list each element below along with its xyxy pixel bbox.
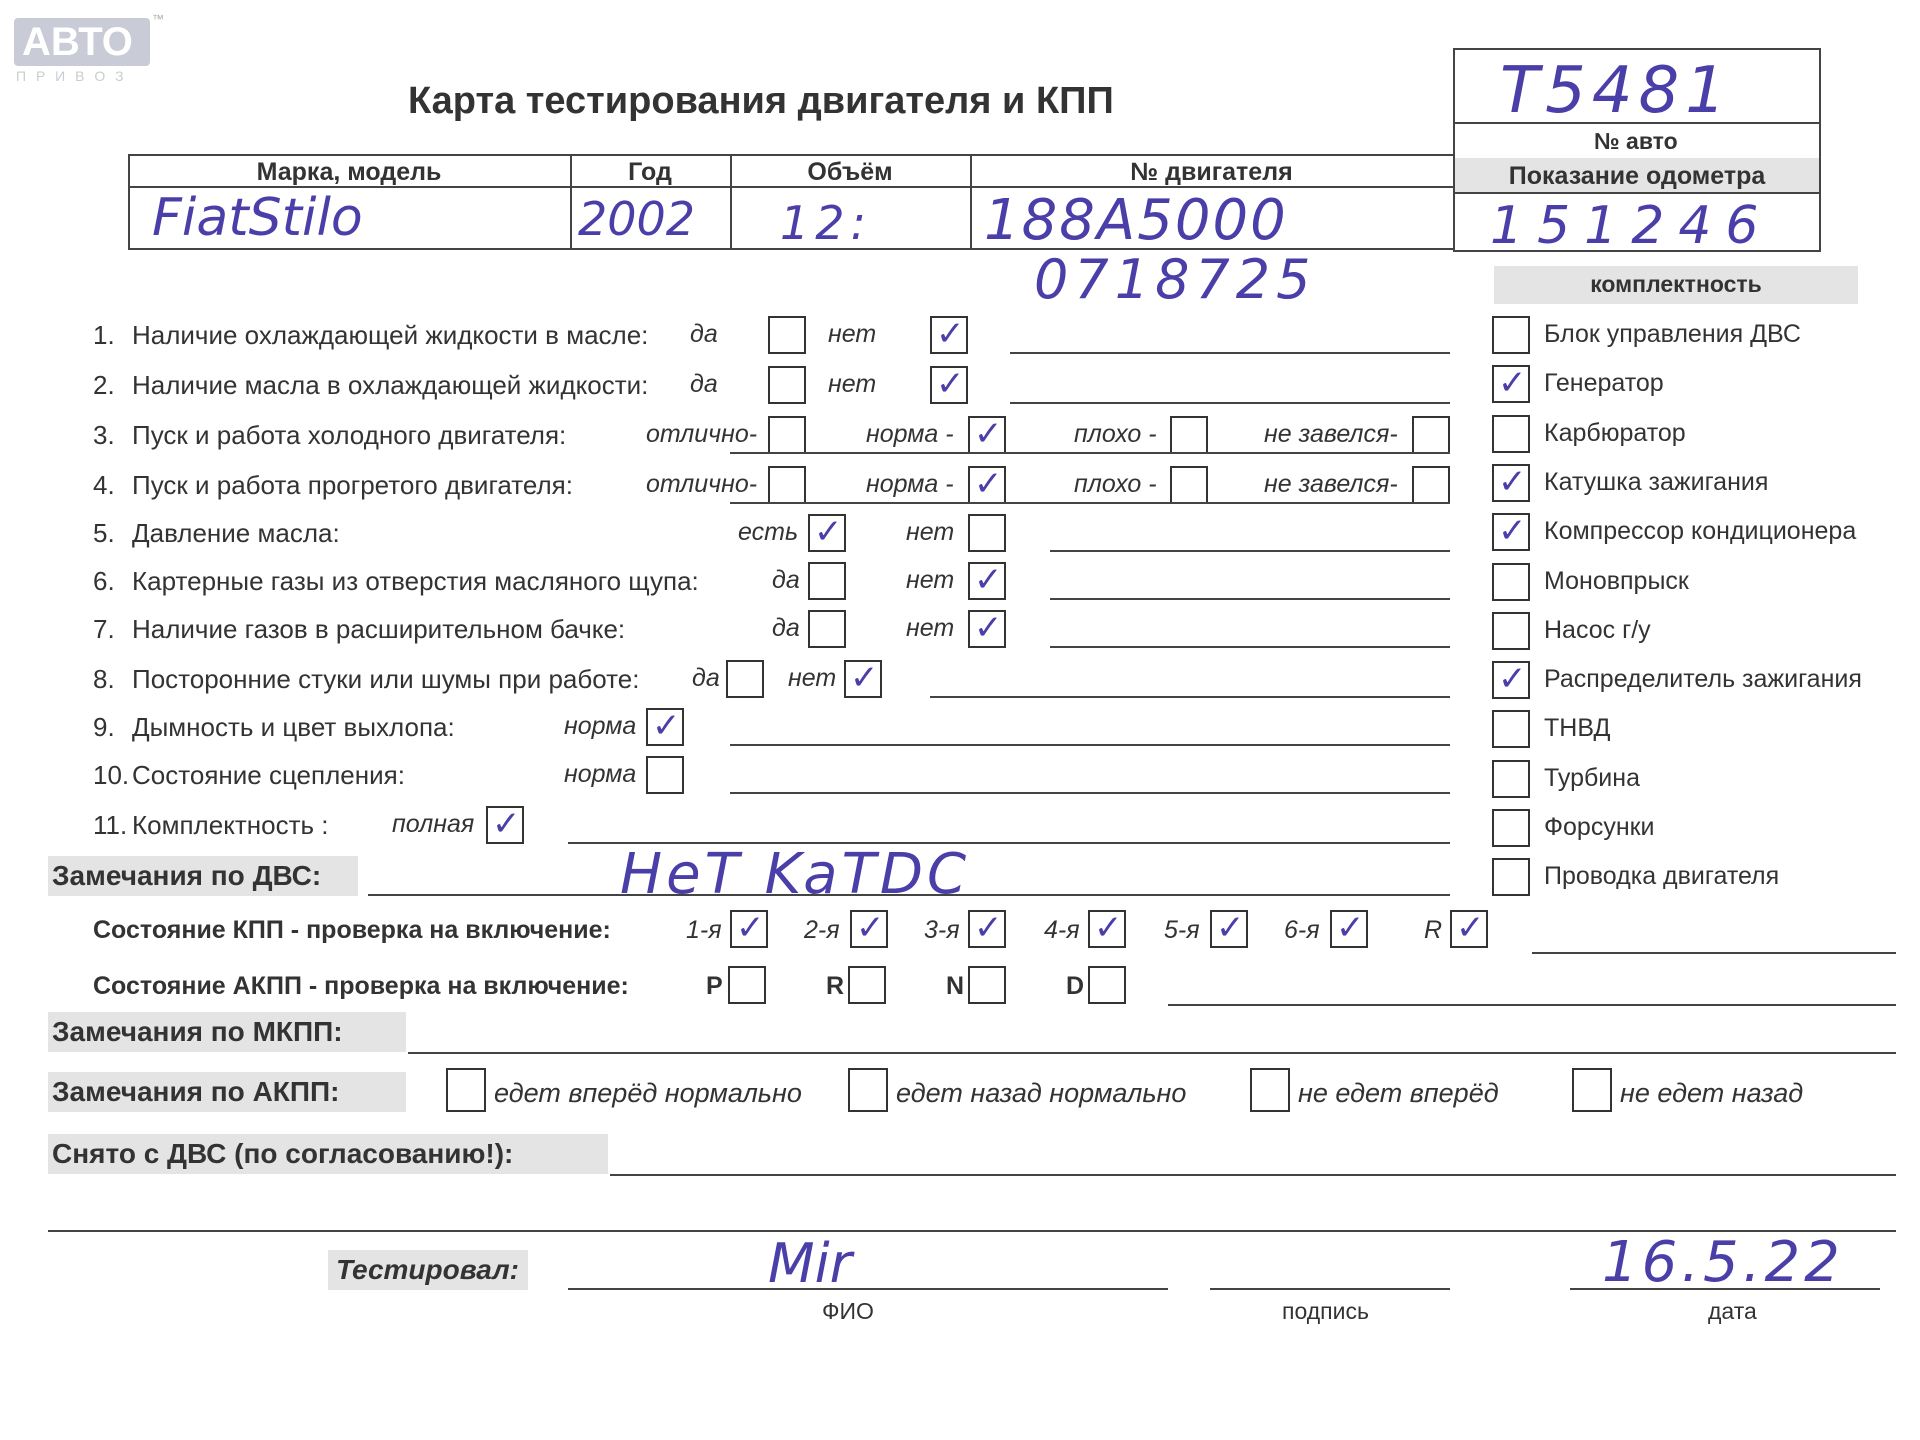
auto-gear-label: N	[946, 972, 965, 1000]
check-option-checkbox[interactable]	[646, 756, 684, 794]
check-note-line	[730, 502, 1450, 504]
gear-checkbox[interactable]	[1088, 910, 1126, 948]
kit-title: комплектность	[1590, 271, 1762, 297]
check-mark-icon: ✓	[1336, 908, 1365, 948]
auto-gear-label: R	[826, 972, 845, 1000]
check-option-checkbox[interactable]	[646, 708, 684, 746]
gear-label: 3-я	[924, 916, 960, 944]
car-number-label: № авто	[1594, 128, 1678, 154]
kit-item-label: Генератор	[1544, 369, 1664, 398]
odometer-value: 151246	[1490, 196, 1773, 256]
kit-item-label: Компрессор кондиционера	[1544, 517, 1857, 546]
kit-item-label: Проводка двигателя	[1544, 862, 1780, 891]
test-date: 16.5.22	[1602, 1230, 1844, 1295]
auto-gearbox-label: Состояние АКПП - проверка на включение:	[93, 972, 629, 1000]
removed-line	[610, 1174, 1896, 1176]
kit-item-label: ТНВД	[1544, 714, 1611, 743]
check-text: Пуск и работа холодного двигателя:	[132, 420, 567, 450]
year-label: Год	[628, 158, 672, 186]
check-option-checkbox[interactable]	[930, 366, 968, 404]
check-text: Картерные газы из отверстия масляного щупа:	[132, 566, 699, 596]
kit-item-label: Форсунки	[1544, 813, 1655, 841]
check-option-label: нет	[788, 664, 837, 692]
gear-label: 2-я	[804, 916, 840, 944]
check-note-line	[1010, 352, 1450, 354]
check-number: 3.	[93, 420, 115, 450]
check-mark-icon: ✓	[974, 414, 1003, 454]
auto-gear-label: P	[706, 972, 723, 1000]
gear-checkbox[interactable]	[1330, 910, 1368, 948]
auto-remark-option: не едет вперёд	[1298, 1078, 1499, 1108]
check-option-label: да	[772, 614, 800, 642]
check-text: Наличие охлаждающей жидкости в масле:	[132, 320, 649, 350]
remarks-manual-line	[408, 1052, 1896, 1054]
gear-label: R	[1424, 916, 1443, 944]
check-number: 5.	[93, 518, 115, 548]
fio-line	[568, 1288, 1168, 1290]
gearbox-line	[1532, 952, 1896, 954]
gear-label: 4-я	[1044, 916, 1080, 944]
check-mark-icon: ✓	[850, 658, 879, 698]
check-note-line	[930, 696, 1450, 698]
check-mark-icon: ✓	[856, 908, 885, 948]
check-option-label: да	[690, 320, 718, 348]
check-option-checkbox[interactable]	[968, 562, 1006, 600]
check-option-label: отлично-	[646, 420, 758, 448]
auto-remark-option: едет назад нормально	[896, 1078, 1187, 1108]
make-label: Марка, модель	[256, 158, 442, 186]
check-option-checkbox[interactable]	[486, 806, 524, 844]
logo-tm: ™	[152, 12, 164, 26]
check-mark-icon: ✓	[1094, 908, 1123, 948]
car-number-value: T5481	[1500, 54, 1732, 128]
check-option-label: не завелся-	[1264, 470, 1398, 498]
gear-checkbox[interactable]	[1450, 910, 1488, 948]
check-number: 8.	[93, 664, 115, 694]
check-mark-icon: ✓	[974, 608, 1003, 648]
auto-gear-label: D	[1066, 972, 1085, 1000]
auto-remark-option: не едет назад	[1620, 1078, 1804, 1108]
check-option-checkbox[interactable]	[808, 514, 846, 552]
kit-item-label: Блок управления ДВС	[1544, 320, 1801, 348]
date-caption: дата	[1708, 1298, 1757, 1324]
check-mark-icon: ✓	[652, 706, 681, 746]
logo	[14, 12, 164, 66]
check-text: Состояние сцепления:	[132, 760, 405, 790]
check-number: 10.	[93, 760, 130, 790]
check-option-label: норма	[564, 760, 637, 788]
check-text: Давление масла:	[132, 518, 340, 548]
auto-remark-checkbox[interactable]	[1250, 1068, 1290, 1112]
check-mark-icon: ✓	[936, 314, 965, 354]
auto-gear-checkbox[interactable]	[728, 966, 766, 1004]
kit-item-label: Турбина	[1544, 763, 1640, 792]
check-mark-icon: ✓	[1498, 461, 1527, 502]
sign-line	[1210, 1288, 1450, 1290]
check-mark-icon: ✓	[814, 512, 843, 552]
check-option-checkbox[interactable]	[768, 416, 806, 454]
gear-checkbox[interactable]	[1210, 910, 1248, 948]
check-option-checkbox[interactable]	[808, 610, 846, 648]
check-option-checkbox[interactable]	[768, 316, 806, 354]
auto-gearbox-line	[1168, 1004, 1896, 1006]
check-option-label: полная	[392, 810, 475, 838]
check-mark-icon: ✓	[936, 364, 965, 404]
check-option-checkbox[interactable]	[968, 416, 1006, 454]
volume-value: 12:	[780, 196, 873, 250]
check-text: Наличие масла в охлаждающей жидкости:	[132, 370, 649, 400]
kit-checkbox[interactable]	[1492, 760, 1530, 798]
check-number: 6.	[93, 566, 115, 596]
check-option-label: нет	[828, 320, 877, 348]
check-option-checkbox[interactable]	[930, 316, 968, 354]
kit-checkbox[interactable]	[1492, 461, 1530, 502]
check-option-checkbox[interactable]	[808, 562, 846, 600]
auto-remark-checkbox[interactable]	[848, 1068, 888, 1112]
check-option-checkbox[interactable]	[968, 610, 1006, 648]
check-option-checkbox[interactable]	[1412, 466, 1450, 504]
check-mark-icon: ✓	[974, 464, 1003, 504]
check-option-label: плохо -	[1074, 470, 1157, 498]
check-note-line	[1010, 402, 1450, 404]
gear-checkbox[interactable]	[730, 910, 768, 948]
auto-gear-checkbox[interactable]	[1088, 966, 1126, 1004]
engine-number-label: № двигателя	[1130, 158, 1293, 186]
logo-subtext: П Р И В О З	[16, 68, 127, 84]
auto-gear-checkbox[interactable]	[968, 966, 1006, 1004]
auto-remark-option: едет вперёд нормально	[494, 1078, 802, 1108]
check-note-line	[1050, 646, 1450, 648]
gear-label: 5-я	[1164, 916, 1200, 944]
remarks-engine-value: HeT KaTDC	[620, 842, 971, 907]
kit-checkbox[interactable]	[1492, 415, 1530, 453]
check-option-label: плохо -	[1074, 420, 1157, 448]
check-mark-icon: ✓	[974, 908, 1003, 948]
auto-remark-checkbox[interactable]	[1572, 1068, 1612, 1112]
check-number: 1.	[93, 320, 115, 350]
check-text: Комплектность :	[132, 810, 329, 840]
check-option-checkbox[interactable]	[1170, 466, 1208, 504]
kit-checkbox[interactable]	[1492, 513, 1530, 551]
check-option-label: отлично-	[646, 470, 758, 498]
check-mark-icon: ✓	[492, 804, 521, 844]
engine-number-value-2: 0718725	[1034, 248, 1317, 311]
check-option-label: норма -	[866, 470, 954, 498]
check-option-checkbox[interactable]	[726, 660, 764, 698]
gear-checkbox[interactable]	[850, 910, 888, 948]
check-option-checkbox[interactable]	[968, 514, 1006, 552]
check-note-line	[1050, 598, 1450, 600]
check-option-label: есть	[738, 518, 799, 546]
divider	[1453, 192, 1821, 194]
check-number: 11.	[93, 810, 128, 840]
check-number: 2.	[93, 370, 115, 400]
gear-label: 6-я	[1284, 916, 1320, 944]
check-mark-icon: ✓	[1498, 363, 1527, 404]
gear-checkbox[interactable]	[968, 910, 1006, 948]
kit-item-label: Насос г/у	[1544, 615, 1651, 644]
check-number: 7.	[93, 614, 115, 644]
removed-label: Снято с ДВС (по согласованию!):	[52, 1138, 514, 1169]
kit-checkbox[interactable]	[1492, 612, 1530, 650]
kit-item-label: Карбюратор	[1544, 418, 1686, 447]
kit-checkbox[interactable]	[1492, 809, 1530, 847]
tester-name: Mir	[768, 1232, 852, 1295]
odometer-label: Показание одометра	[1508, 162, 1766, 190]
volume-label: Объём	[807, 158, 893, 186]
check-mark-icon: ✓	[974, 560, 1003, 600]
check-option-label: нет	[906, 518, 955, 546]
kit-item-label: Моновпрыск	[1544, 566, 1689, 595]
kit-item-label: Катушка зажигания	[1544, 467, 1769, 496]
sign-caption: подпись	[1282, 1298, 1369, 1324]
check-mark-icon: ✓	[736, 908, 765, 948]
kit-checkbox[interactable]	[1492, 563, 1530, 601]
auto-gear-checkbox[interactable]	[848, 966, 886, 1004]
check-option-label: норма	[564, 712, 637, 740]
check-number: 4.	[93, 470, 115, 500]
year-value: 2002	[578, 192, 696, 246]
check-note-line	[730, 744, 1450, 746]
gearbox-label: Состояние КПП - проверка на включение:	[93, 916, 611, 944]
check-option-label: норма -	[866, 420, 954, 448]
kit-checkbox[interactable]	[1492, 661, 1530, 699]
check-option-checkbox[interactable]	[768, 366, 806, 404]
check-note-line	[730, 792, 1450, 794]
check-option-label: да	[772, 566, 800, 594]
check-option-label: да	[690, 370, 718, 398]
check-option-checkbox[interactable]	[768, 466, 806, 504]
kit-checkbox[interactable]	[1492, 365, 1530, 403]
kit-item-label: Распределитель зажигания	[1544, 665, 1862, 694]
engine-number-value: 188A5000	[984, 188, 1288, 253]
logo-text: АВТО	[22, 20, 133, 64]
check-mark-icon: ✓	[1456, 908, 1485, 948]
check-option-checkbox[interactable]	[968, 466, 1006, 504]
check-note-line	[1050, 550, 1450, 552]
kit-checkbox[interactable]	[1492, 316, 1530, 354]
page-title: Карта тестирования двигателя и КПП	[408, 80, 1114, 122]
check-mark-icon: ✓	[1498, 659, 1527, 700]
check-option-label: нет	[906, 566, 955, 594]
check-option-checkbox[interactable]	[1170, 416, 1208, 454]
check-number: 9.	[93, 712, 115, 742]
check-option-checkbox[interactable]	[1412, 416, 1450, 454]
kit-checkbox[interactable]	[1492, 858, 1530, 896]
make-value: FiatStilo	[152, 188, 363, 248]
check-option-label: да	[692, 664, 720, 692]
kit-checkbox[interactable]	[1492, 710, 1530, 748]
check-option-label: нет	[828, 370, 877, 398]
check-mark-icon: ✓	[1498, 511, 1527, 552]
check-text: Наличие газов в расширительном бачке:	[132, 614, 626, 644]
remarks-engine-label: Замечания по ДВС:	[52, 860, 322, 891]
check-option-label: не завелся-	[1264, 420, 1398, 448]
auto-remark-checkbox[interactable]	[446, 1068, 486, 1112]
check-text: Пуск и работа прогретого двигателя:	[132, 470, 573, 500]
check-mark-icon: ✓	[1216, 908, 1245, 948]
check-option-checkbox[interactable]	[844, 660, 882, 698]
tested-label: Тестировал:	[336, 1254, 519, 1285]
fio-caption: ФИО	[822, 1298, 874, 1324]
check-option-label: нет	[906, 614, 955, 642]
check-text: Дымность и цвет выхлопа:	[132, 712, 455, 742]
gear-label: 1-я	[686, 916, 722, 944]
check-note-line	[730, 452, 1450, 454]
check-text: Посторонние стуки или шумы при работе:	[132, 664, 640, 694]
remarks-auto-label: Замечания по АКПП:	[52, 1076, 340, 1107]
remarks-manual-label: Замечания по МКПП:	[52, 1016, 343, 1047]
